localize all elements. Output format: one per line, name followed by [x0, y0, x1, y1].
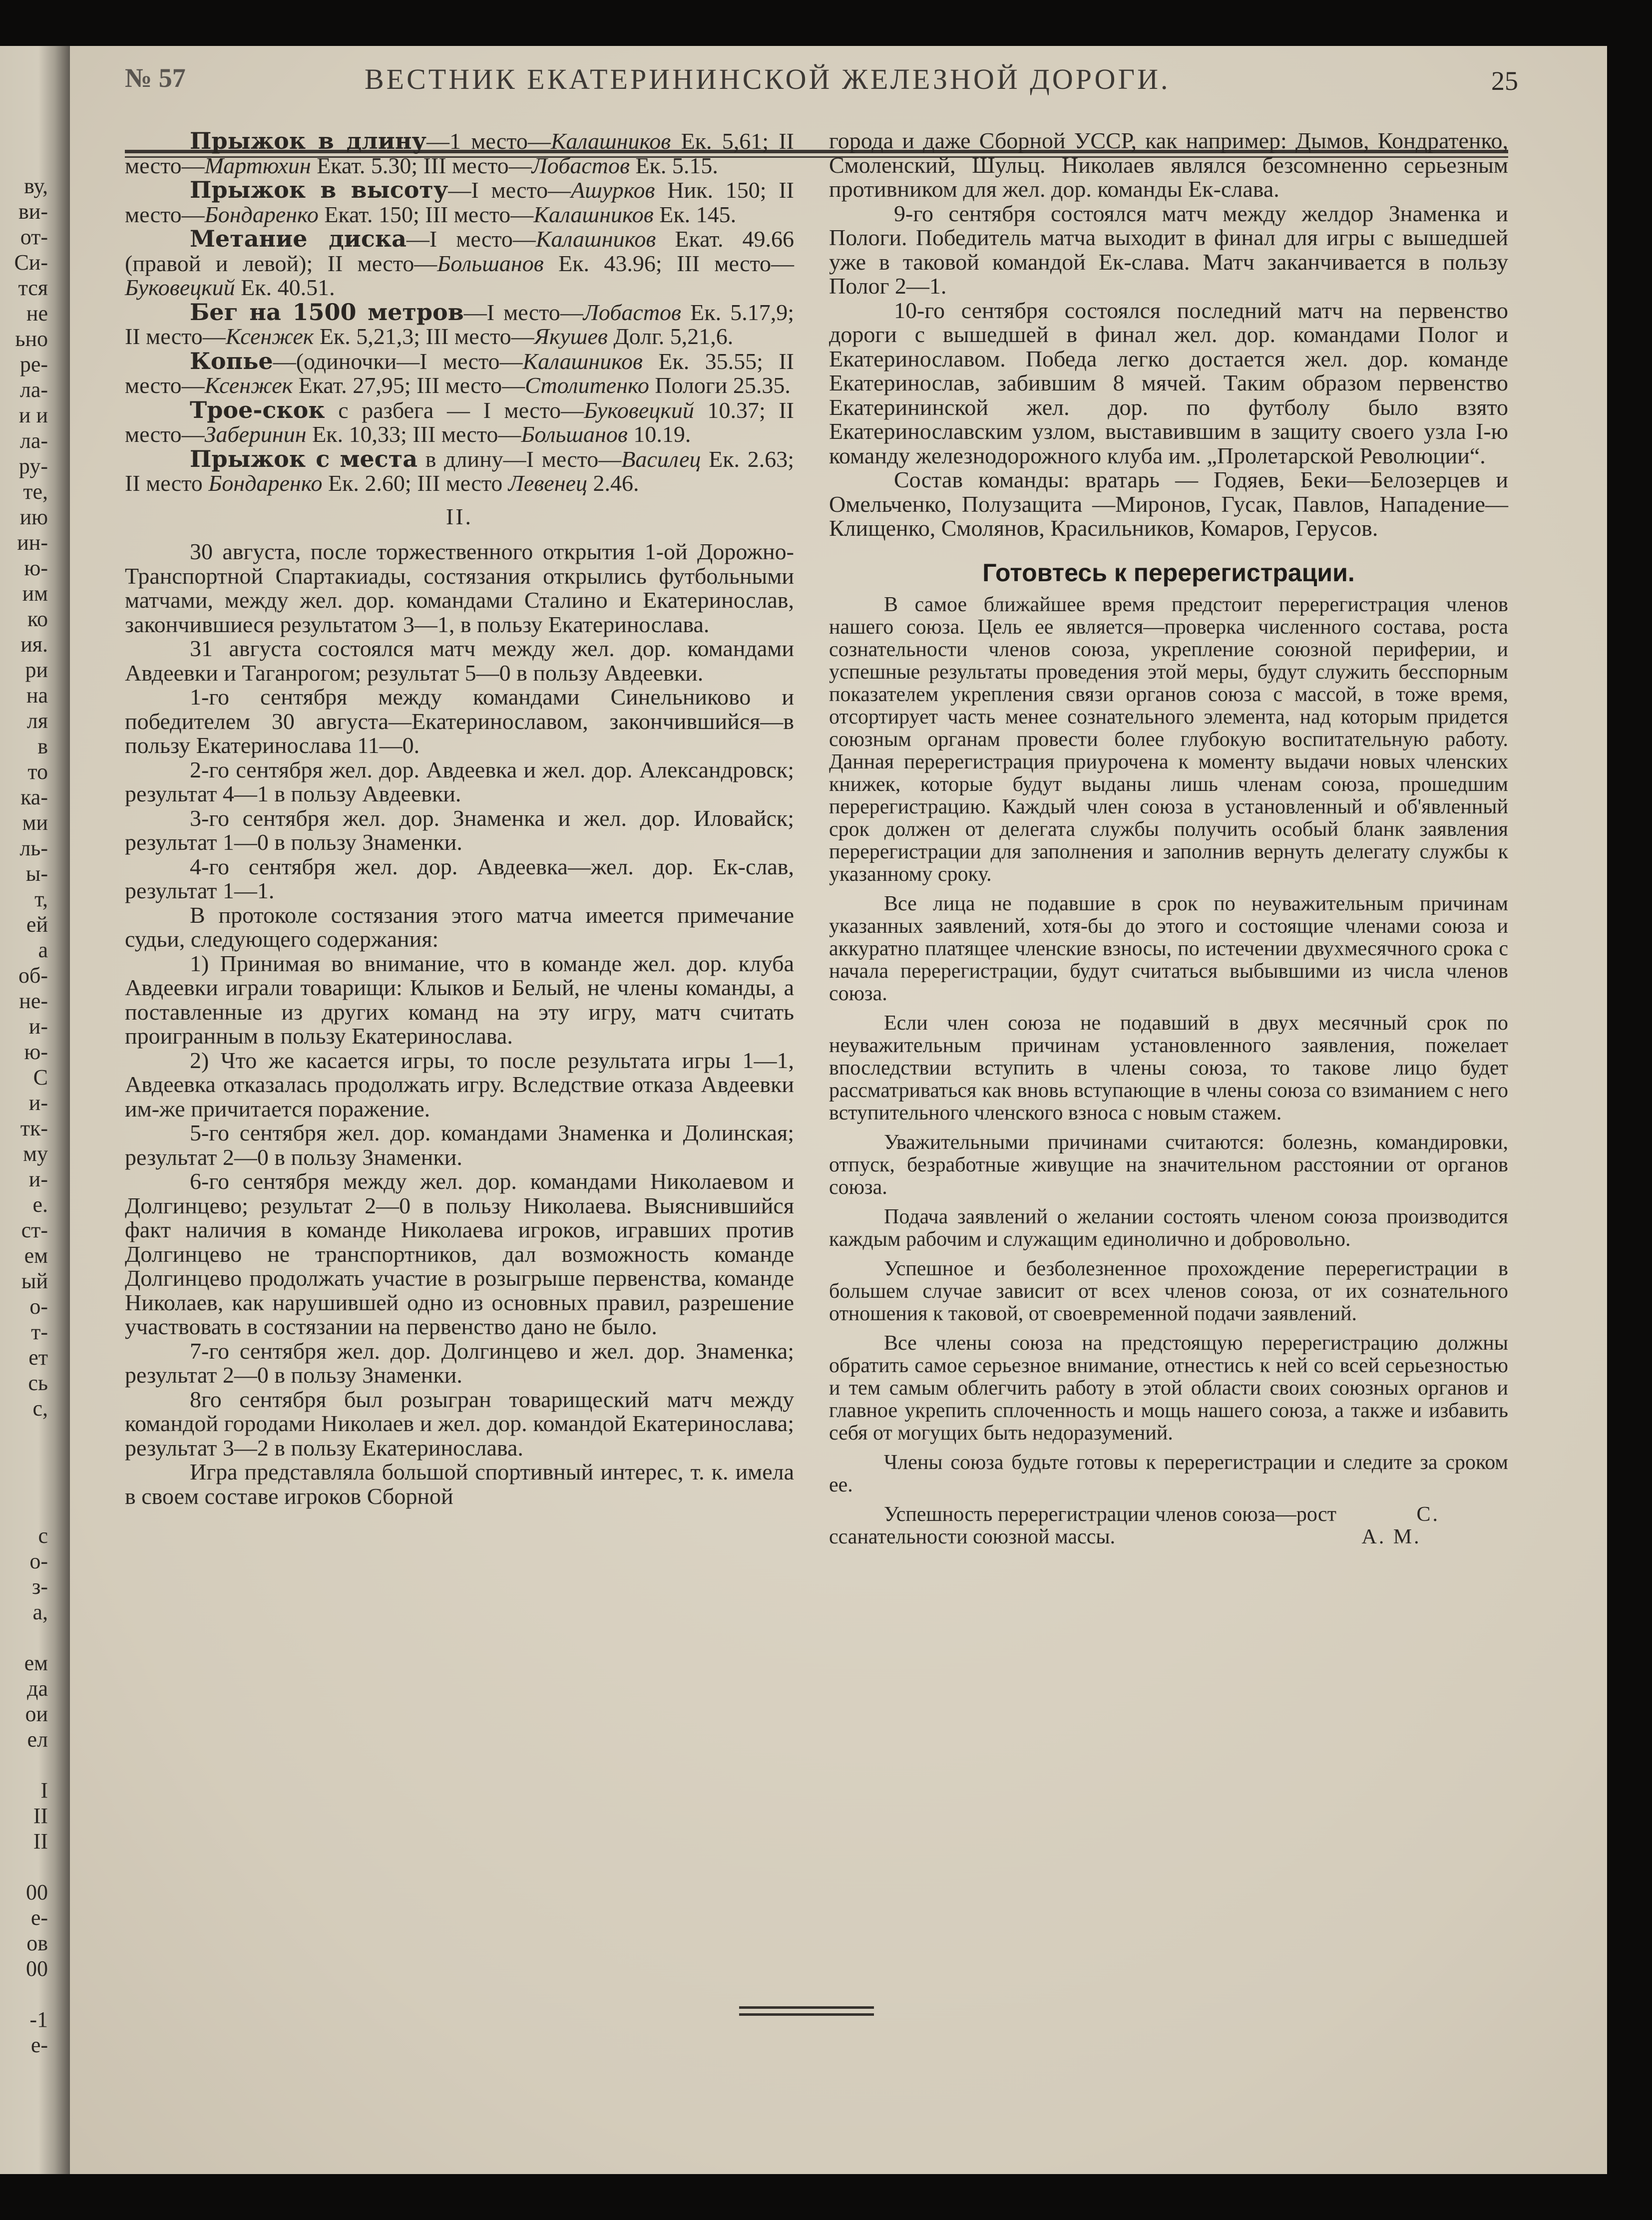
prev-column-line: ин-: [17, 530, 48, 555]
prev-column-line: ла-: [19, 377, 48, 402]
report-paragraph: 30 августа, после торжественного открытия 1-ой Дорожно-Транспортной Спартакиады, состязания открылись футбольными матчами, между жел. дор. командами Сталино и Екатеринослав, закончившиеся результатом 3—1, в пользу Екатеринослава.: [125, 539, 794, 637]
result-entry: [125, 447, 794, 496]
page-header: [125, 62, 1518, 117]
prev-column-line: им: [22, 581, 48, 606]
prev-column-line: е-: [30, 2033, 48, 2057]
article-paragraph: В самое ближайшее время предстоит перерегистрация членов нашего союза. Цель ее является—проверка численного состава, роста сознательности членов союза, укрепление союзной периферии, и успешные результаты проведения этой меры, будут служить бесспорным показателем укрепления связи органов союза с массой, в тоже время, отсортирует часть менее сознательного элемента, над которым придется союзным органам провести более глубокую воспитательную работу. Данная перерегистрация приурочена к моменту выдачи новых членских книжек, которые будут выданы лишь членам союза, прошедшим перерегистрацию. Каждый член союза в установленный и об'явленный срок должен от делегата службы получить особый бланк заявления перерегистрации для заполнения и заполнив вернуть делегату службы к указанному сроку.: [829, 593, 1508, 886]
prev-column-line: ст-: [21, 1218, 48, 1242]
athletics-results: [125, 129, 794, 496]
prev-column-line: о-: [29, 1294, 48, 1319]
prev-column-line: а: [38, 938, 48, 962]
result-entry: [125, 178, 794, 227]
winner-name: Лобастов: [583, 299, 682, 325]
prev-column-line: [0, 1472, 48, 1497]
winner-name: Бондаренко: [204, 201, 319, 227]
prev-column-line: т,: [34, 887, 48, 911]
prev-column-line: ов: [26, 1931, 48, 1955]
article-paragraph: Все члены союза на предстоящую перерегистрацию должны обратить самое серьезное внимание, отнестись к ней со всей серьезностью и тем самым облегчить работу в этой области своих союзных органов и главное укрепить сплоченность и мощь нашего союза, а также и избавить себя от могущих быть недоразумений.: [829, 1332, 1508, 1445]
prev-column-line: ем: [24, 1651, 48, 1675]
prev-column-line: сь: [28, 1371, 48, 1395]
prev-column-line: з-: [31, 1574, 48, 1599]
article-paragraph: Подача заявлений о желании состоять членом союза производится каждым рабочим и служащим единолично и добровольно.: [829, 1205, 1508, 1251]
result-text: Пологи 25.35.: [649, 372, 791, 398]
result-text: в длину—I место—: [417, 446, 622, 472]
winner-name: Бондаренко: [208, 470, 323, 496]
result-entry: [125, 300, 794, 349]
prev-column-line: и и: [18, 403, 48, 427]
result-text: Ек. 5,61; II место—: [125, 128, 794, 178]
winner-name: Большанов: [437, 250, 544, 276]
prev-column-line: [0, 1421, 48, 1447]
result-entry: [125, 398, 794, 447]
result-text: Ек. 2.63; II место: [125, 446, 795, 496]
article-paragraph: Члены союза будьте готовы к перерегистрации и следите за сроком ее.: [829, 1451, 1508, 1496]
prev-column-line: ю-: [24, 1040, 48, 1064]
prev-column-line: [0, 1447, 48, 1472]
prev-column-line: от-: [20, 225, 48, 249]
prev-column-line: ю-: [24, 556, 48, 580]
event-name: Прыжок с места: [190, 445, 418, 472]
left-column: [125, 129, 794, 1508]
winner-name: Ксенжек: [225, 324, 314, 349]
end-rule: [739, 2006, 874, 2009]
winner-name: Буковецкий: [584, 397, 694, 423]
prev-column-line: [0, 1625, 48, 1650]
previous-page-column-fragment: [0, 173, 48, 2058]
event-name: Метание диска: [190, 225, 407, 252]
result-entry: [125, 349, 794, 398]
event-name: Трое-скок: [190, 396, 325, 423]
prev-column-line: Си-: [14, 250, 48, 275]
prev-column-line: ко: [27, 607, 48, 631]
result-text: Екат. 27,95; III место—: [293, 372, 525, 398]
prev-column-line: 00: [26, 1880, 48, 1904]
article-paragraph: Успешное и безболезненное прохождение перерегистрации в большем случае зависит от всех членов союза, от их сознательного отношения к таковой, от своевременной подачи заявлений.: [829, 1257, 1508, 1325]
prev-column-line: ои: [25, 1702, 48, 1726]
report-paragraph: Состав команды: вратарь — Годяев, Беки—Белозерцев и Омельченко, Полузащита —Миронов, Гусак, Павлов, Нападение—Клищенко, Смолянов, Красильников, Комаров, Герусов.: [829, 467, 1508, 541]
end-rule-lower: [739, 2013, 874, 2016]
prev-column-line: не-: [19, 989, 48, 1013]
prev-column-line: [0, 1497, 48, 1523]
prev-column-line: е.: [32, 1192, 48, 1217]
result-text: Ек. 145.: [653, 201, 737, 227]
prev-column-line: ру-: [18, 454, 48, 478]
winner-name: Ксенжек: [204, 372, 293, 398]
result-text: Ек. 2.60; III место: [322, 470, 508, 496]
prev-column-line: 00: [26, 1956, 48, 1981]
closing-line: Успешность перерегистрации членов союза—рост ссанательности союзной массы.: [829, 1503, 1336, 1548]
prev-column-line: ем: [24, 1243, 48, 1268]
prev-column-line: ет: [28, 1345, 48, 1370]
event-name: Копье: [190, 347, 273, 374]
result-text: 2.46.: [587, 470, 639, 496]
winner-name: Якушев: [534, 324, 608, 349]
prev-column-line: е-: [30, 1905, 48, 1930]
masthead-title: ВЕСТНИК ЕКАТЕРИНИНСКОЙ ЖЕЛЕЗНОЙ ДОРОГИ.: [365, 63, 1171, 95]
event-name: Прыжок в длину: [190, 127, 426, 154]
prev-column-line: ри: [25, 658, 48, 682]
winner-name: Буковецкий: [125, 275, 235, 300]
winner-name: Василец: [621, 446, 701, 472]
result-text: —I место—: [463, 299, 583, 325]
winner-name: Левенец: [508, 470, 587, 496]
prev-column-line: не: [26, 301, 48, 326]
result-entry: [125, 227, 794, 300]
prev-column-line: т-: [31, 1320, 48, 1344]
prev-column-line: ви-: [18, 199, 48, 224]
prev-column-line: ы-: [25, 861, 48, 886]
report-paragraph: 1) Принимая во внимание, что в команде жел. дор. клуба Авдеевки играли товарищи: Клыков и Белый, не члены команды, а поставленные из других команд на эту игру, матч считать проигранным в пользу Екатеринослава.: [125, 950, 794, 1049]
section-mark: II.: [445, 503, 473, 529]
article-paragraph: Все лица не подавшие в срок по неуважительным причинам указанных заявлений, хотя-бы до этого и состоящие членами союза и аккуратно платящее членские взносы, по истечении двухмесячного срока с начала перерегистрации, будут считаться выбывшими из числа членов союза.: [829, 892, 1508, 1005]
issue-number: № 57: [125, 63, 186, 93]
football-report-continued: [829, 129, 1508, 541]
prev-column-line: -1: [29, 2007, 48, 2032]
result-text: Екат. 150; III место—: [318, 201, 534, 227]
report-paragraph: В протоколе состязания этого матча имеется примечание судьи, следующего содержания:: [125, 902, 794, 952]
prev-column-line: те,: [23, 479, 48, 504]
prev-column-line: об-: [18, 963, 48, 988]
prev-column-line: и-: [28, 1167, 48, 1191]
report-paragraph: 2) Что же касается игры, то после результата игры 1—1, Авдеевка отказалась продолжать игру. Вследствие отказа Авдеевки им-же причитается поражение.: [125, 1047, 794, 1121]
report-paragraph: 2-го сентября жел. дор. Авдеевка и жел. дор. Александровск; результат 4—1 в пользу Авдеевки.: [125, 756, 794, 806]
result-text: с разбега — I место—: [325, 397, 584, 423]
report-paragraph: Игра представляла большой спортивный интерес, т. к. имела в своем составе игроков Сборной: [125, 1459, 794, 1509]
report-paragraph: города и даже Сборной УССР, как например: Дымов, Кондратенко, Смоленский, Шульц. Николаев являлся безсомненно серьезным противником для жел. дор. команды Ек-слава.: [829, 128, 1508, 202]
prev-column-line: ию: [19, 505, 48, 529]
prev-column-line: II: [33, 1829, 48, 1853]
prev-column-line: [0, 1854, 48, 1879]
prev-column-line: ия.: [20, 632, 48, 657]
report-paragraph: 8го сентября был розыгран товарищеский матч между командой городами Николаев и жел. дор. командой Екатеринослава; результат 3—2 в пользу Екатеринослава.: [125, 1386, 794, 1461]
result-text: —I место—: [448, 177, 571, 203]
result-text: —(одиночки—I место—: [273, 348, 523, 374]
prev-column-line: тся: [18, 276, 48, 300]
report-paragraph: 5-го сентября жел. дор. командами Знаменка и Долинская; результат 2—0 в пользу Знаменки.: [125, 1120, 794, 1170]
result-text: —I место—: [406, 226, 536, 252]
winner-name: Калашников: [522, 348, 643, 374]
report-paragraph: 9-го сентября состоялся матч между желдор Знаменка и Пологи. Победитель матча выходит в финал для игры с вышедшей уже в таковой командой Ек-слава. Матч заканчивается в пользу Полог 2—1.: [829, 200, 1508, 299]
prev-column-line: то: [27, 759, 48, 784]
prev-column-line: ый: [21, 1269, 48, 1293]
result-text: Екат. 49.66 (правой и левой); II место—: [125, 226, 795, 276]
winner-name: Калашников: [550, 128, 671, 154]
article-body: [829, 594, 1508, 1548]
winner-name: Калашников: [535, 226, 656, 252]
article-signature: С. А. М.: [1361, 1503, 1440, 1548]
prev-column-line: I: [40, 1778, 48, 1803]
report-paragraph: 1-го сентября между командами Синельниково и победителем 30 августа—Екатеринославом, закончившийся—в пользу Екатеринослава 11—0.: [125, 684, 794, 758]
report-paragraph: 10-го сентября состоялся последний матч на первенство дороги с вышедшей в финал жел. дор. командами Полог и Екатеринославом. Победа легко достается жел. дор. команде Екатеринослав, забившим 8 мячей. Таким образом первенство Екатерининской жел. дор. по футболу было взято Екатеринославским узлом, выставившим в защиту своего узла I-ю команду железнодорожного клуба им. „Пролетарской Революции“.: [829, 297, 1508, 468]
prev-column-line: ка-: [20, 785, 48, 809]
winner-name: Мартюхин: [204, 152, 311, 178]
report-paragraph: 4-го сентября жел. дор. Авдеевка—жел. дор. Ек-слав, результат 1—1.: [125, 853, 794, 903]
report-paragraph: 31 августа состоялся матч между жел. дор. командами Авдеевки и Таганрогом; результат 5—0 в пользу Авдеевки.: [125, 636, 794, 686]
prev-column-line: [0, 1981, 48, 2007]
result-text: Ек. 5.17,9; II место—: [125, 299, 794, 349]
prev-column-line: ля: [26, 709, 48, 733]
result-text: 10.19.: [627, 421, 691, 447]
prev-column-line: ву,: [24, 174, 48, 198]
prev-column-line: с,: [32, 1396, 48, 1421]
result-text: Ек. 5,21,3; III место—: [314, 324, 534, 349]
prev-column-line: в: [37, 734, 48, 758]
football-report: [125, 540, 794, 1508]
winner-name: Ашурков: [571, 177, 655, 203]
page-number: 25: [1491, 66, 1518, 96]
winner-name: Большанов: [521, 421, 628, 447]
event-name: Бег на 1500 метров: [190, 298, 464, 326]
result-text: 10.37; II место—: [125, 397, 794, 447]
article-paragraph: Если член союза не подавший в двух месячный срок по неуважительным причинам установленного заявления, пожелает впоследствии вступить в члены союза, то такове лицо будет рассматриваться как вновь вступающие в члены союза со взиманием с него вступительного членского взноса с новым стажем.: [829, 1012, 1508, 1124]
right-column: [829, 129, 1508, 1548]
result-entry: [125, 129, 794, 178]
prev-column-line: му: [23, 1141, 48, 1166]
winner-name: Лобастов: [531, 152, 630, 178]
article-title: Готовтесь к перерегистрации.: [982, 558, 1355, 587]
prev-column-line: ел: [27, 1727, 48, 1752]
prev-column-line: о-: [29, 1549, 48, 1573]
result-text: Ек. 10,33; III место—: [306, 421, 521, 447]
prev-column-line: [0, 1752, 48, 1778]
prev-column-line: тк-: [20, 1116, 48, 1140]
prev-column-line: ьно: [15, 327, 48, 351]
prev-column-line: ре-: [19, 352, 48, 376]
report-paragraph: 3-го сентября жел. дор. Знаменка и жел. дор. Иловайск; результат 1—0 в пользу Знаменки.: [125, 805, 794, 855]
article-paragraph: Уважительными причинами считаются: болезнь, командировки, отпуск, безработные живущие на значительном расстоянии от органов союза.: [829, 1131, 1508, 1199]
prev-column-line: а,: [32, 1600, 48, 1624]
prev-column-line: ль-: [19, 836, 48, 860]
prev-column-line: ей: [26, 912, 48, 937]
result-text: Долг. 5,21,6.: [607, 324, 734, 349]
prev-column-line: на: [26, 683, 48, 708]
prev-column-line: с: [38, 1523, 48, 1548]
prev-column-line: С: [33, 1065, 48, 1090]
prev-column-line: II: [33, 1804, 48, 1828]
report-paragraph: 7-го сентября жел. дор. Долгинцево и жел. дор. Знаменка; результат 2—0 в пользу Знаменки.: [125, 1338, 794, 1388]
report-paragraph: 6-го сентября между жел. дор. командами Николаевом и Долгинцево; результат 2—0 в пользу Николаева. Выяснившийся факт наличия в команде Николаева игроков, игравших против Долгинцево не транспортников, дал возможность команде Долгинцево продолжать участие в розыгрыше первенства, команде Николаев, как нарушившей одно из основных правил, разрешение участвовать в состязании на первенство дано не было.: [125, 1168, 794, 1339]
result-text: Екат. 5.30; III место—: [311, 152, 532, 178]
prev-column-line: да: [27, 1676, 48, 1701]
prev-column-line: ми: [22, 810, 48, 835]
result-text: —1 место—: [426, 128, 551, 154]
article-closing: [829, 1503, 1508, 1548]
winner-name: Столитенко: [525, 372, 649, 398]
result-text: Ек. 43.96; III место—: [543, 250, 794, 276]
prev-column-line: и-: [28, 1014, 48, 1039]
winner-name: Калашников: [533, 201, 654, 227]
winner-name: Заберинин: [204, 421, 307, 447]
result-text: Ник. 150; II место—: [125, 177, 795, 227]
result-text: Ек. 35.55; II место—: [125, 348, 794, 398]
result-text: Ек. 5.15.: [629, 152, 718, 178]
result-text: Ек. 40.51.: [235, 275, 335, 300]
prev-column-line: и-: [28, 1091, 48, 1115]
prev-column-line: ла-: [19, 428, 48, 453]
event-name: Прыжок в высоту: [190, 176, 448, 203]
